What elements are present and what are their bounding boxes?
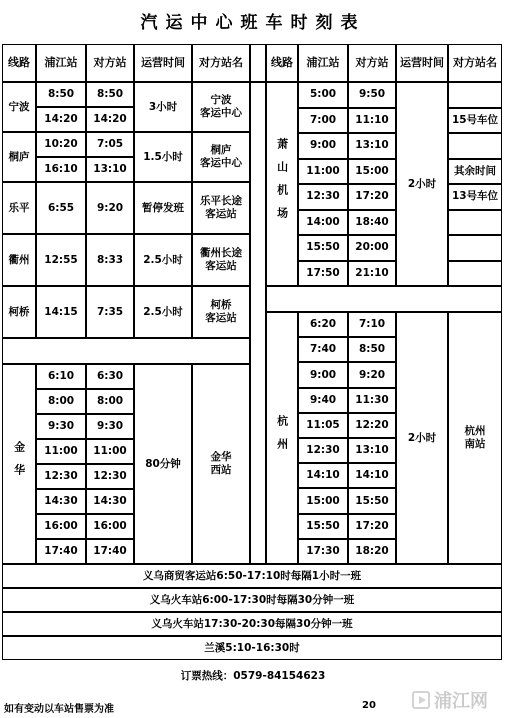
hangzhou-station: 杭州 南站 (448, 312, 502, 564)
xiaoshan-station-slot (448, 210, 502, 236)
change-note: 如有变动以车站售票为准 (4, 704, 114, 715)
hangzhou-return-time: 13:10 (348, 438, 396, 463)
service-note-row: 义乌火车站17:30-20:30每隔30分钟一班 (2, 612, 502, 636)
timetable-grid (2, 44, 502, 664)
page-number: 20 (362, 700, 376, 711)
jinhua-depart-time: 16:00 (36, 514, 86, 539)
jinhua-return-time: 6:30 (86, 364, 134, 389)
hangzhou-return-time: 12:20 (348, 413, 396, 438)
hangzhou-return-time: 18:20 (348, 539, 396, 564)
hangzhou-duration: 2小时 (396, 312, 448, 564)
jinhua-duration: 80分钟 (134, 364, 192, 564)
watermark-text: 浦江网 (434, 691, 488, 712)
jinhua-depart-time: 12:30 (36, 464, 86, 489)
hangzhou-depart-time: 9:40 (298, 388, 348, 413)
xiaoshan-line: 萧山机场 (266, 82, 298, 286)
jinhua-depart-time: 6:10 (36, 364, 86, 389)
hangzhou-depart-time: 15:00 (298, 488, 348, 513)
xiaoshan-return-time: 9:50 (348, 82, 396, 108)
header-gap (250, 44, 266, 82)
xiaoshan-depart-time: 15:50 (298, 235, 348, 261)
jinhua-line: 金华 (2, 364, 36, 564)
route-return-time: 8:50 (86, 82, 134, 107)
hangzhou-depart-time: 9:00 (298, 362, 348, 387)
hangzhou-return-time: 11:30 (348, 388, 396, 413)
route-duration: 1.5小时 (134, 132, 192, 182)
hangzhou-return-time: 15:50 (348, 488, 396, 513)
middle-gap (250, 82, 266, 564)
right-header-1: 浦江站 (298, 44, 348, 82)
route-return-time: 14:20 (86, 107, 134, 132)
play-icon (412, 691, 430, 709)
xiaoshan-station-slot (448, 261, 502, 287)
route-duration: 暂停发班 (134, 182, 192, 234)
hangzhou-depart-time: 17:30 (298, 539, 348, 564)
hangzhou-return-time: 8:50 (348, 337, 396, 362)
hangzhou-line: 杭州 (266, 312, 298, 564)
xiaoshan-depart-time: 14:00 (298, 210, 348, 236)
route-station: 桐庐 客运中心 (192, 132, 250, 182)
jinhua-station: 金华 西站 (192, 364, 250, 564)
route-line-0: 宁波 (2, 82, 36, 132)
hangzhou-depart-time: 7:40 (298, 337, 348, 362)
jinhua-return-time: 14:30 (86, 489, 134, 514)
route-station: 宁波 客运中心 (192, 82, 250, 132)
route-return-time: 7:35 (86, 286, 134, 338)
xiaoshan-station-slot (448, 133, 502, 159)
hangzhou-depart-time: 11:05 (298, 413, 348, 438)
service-note-row: 兰溪5:10-16:30时 (2, 636, 502, 660)
route-depart-time: 14:20 (36, 107, 86, 132)
xiaoshan-return-time: 17:20 (348, 184, 396, 210)
route-duration: 2.5小时 (134, 286, 192, 338)
left-header-0: 线路 (2, 44, 36, 82)
xiaoshan-depart-time: 11:00 (298, 159, 348, 185)
right-header-4: 对方站名 (448, 44, 502, 82)
hangzhou-return-time: 9:20 (348, 362, 396, 387)
xiaoshan-return-time: 21:10 (348, 261, 396, 287)
jinhua-return-time: 8:00 (86, 389, 134, 414)
route-line-2: 乐平 (2, 182, 36, 234)
xiaoshan-station-slot: 15号车位 (448, 108, 502, 134)
xiaoshan-return-time: 11:10 (348, 108, 396, 134)
jinhua-return-time: 12:30 (86, 464, 134, 489)
route-return-time: 13:10 (86, 157, 134, 182)
right-header-0: 线路 (266, 44, 298, 82)
xiaoshan-depart-time: 7:00 (298, 108, 348, 134)
route-depart-time: 14:15 (36, 286, 86, 338)
route-return-time: 7:05 (86, 132, 134, 157)
left-header-3: 运营时间 (134, 44, 192, 82)
xiaoshan-duration: 2小时 (396, 82, 448, 286)
route-depart-time: 10:20 (36, 132, 86, 157)
service-note-row: 义乌火车站6:00-17:30时每隔30分钟一班 (2, 588, 502, 612)
route-return-time: 8:33 (86, 234, 134, 286)
jinhua-depart-time: 14:30 (36, 489, 86, 514)
route-station: 柯桥 客运站 (192, 286, 250, 338)
left-header-1: 浦江站 (36, 44, 86, 82)
route-depart-time: 16:10 (36, 157, 86, 182)
xiaoshan-depart-time: 17:50 (298, 261, 348, 287)
route-depart-time: 8:50 (36, 82, 86, 107)
route-line-3: 衢州 (2, 234, 36, 286)
left-header-2: 对方站 (86, 44, 134, 82)
booking-hotline: 订票热线：0579-84154623 (180, 670, 326, 682)
route-line-1: 桐庐 (2, 132, 36, 182)
xiaoshan-station-slot (448, 235, 502, 261)
xiaoshan-station-slot (448, 82, 502, 108)
hangzhou-return-time: 7:10 (348, 312, 396, 337)
hangzhou-return-time: 14:10 (348, 463, 396, 488)
right-spacer-row (266, 286, 502, 312)
jinhua-depart-time: 17:40 (36, 539, 86, 564)
left-header-4: 对方站名 (192, 44, 250, 82)
hangzhou-depart-time: 15:50 (298, 514, 348, 539)
xiaoshan-return-time: 20:00 (348, 235, 396, 261)
jinhua-depart-time: 9:30 (36, 414, 86, 439)
route-duration: 2.5小时 (134, 234, 192, 286)
route-return-time: 9:20 (86, 182, 134, 234)
hangzhou-depart-time: 14:10 (298, 463, 348, 488)
xiaoshan-return-time: 18:40 (348, 210, 396, 236)
xiaoshan-depart-time: 5:00 (298, 82, 348, 108)
route-line-4: 柯桥 (2, 286, 36, 338)
route-station: 乐平长途 客运站 (192, 182, 250, 234)
jinhua-depart-time: 8:00 (36, 389, 86, 414)
page-title: 汽运中心班车时刻表 (140, 13, 366, 33)
hangzhou-depart-time: 12:30 (298, 438, 348, 463)
jinhua-return-time: 16:00 (86, 514, 134, 539)
xiaoshan-depart-time: 9:00 (298, 133, 348, 159)
xiaoshan-station-slot: 13号车位 (448, 184, 502, 210)
route-depart-time: 6:55 (36, 182, 86, 234)
jinhua-depart-time: 11:00 (36, 439, 86, 464)
watermark-logo (412, 686, 500, 714)
left-spacer-row (2, 338, 250, 364)
xiaoshan-depart-time: 12:30 (298, 184, 348, 210)
route-depart-time: 12:55 (36, 234, 86, 286)
service-note-row: 义乌商贸客运站6:50-17:10时每隔1小时一班 (2, 564, 502, 588)
right-header-2: 对方站 (348, 44, 396, 82)
xiaoshan-station-slot: 其余时间 (448, 159, 502, 185)
route-duration: 3小时 (134, 82, 192, 132)
xiaoshan-return-time: 13:10 (348, 133, 396, 159)
jinhua-return-time: 9:30 (86, 414, 134, 439)
route-station: 衢州长途 客运站 (192, 234, 250, 286)
hangzhou-return-time: 17:20 (348, 514, 396, 539)
hangzhou-depart-time: 6:20 (298, 312, 348, 337)
right-header-3: 运营时间 (396, 44, 448, 82)
jinhua-return-time: 11:00 (86, 439, 134, 464)
xiaoshan-return-time: 15:00 (348, 159, 396, 185)
jinhua-return-time: 17:40 (86, 539, 134, 564)
